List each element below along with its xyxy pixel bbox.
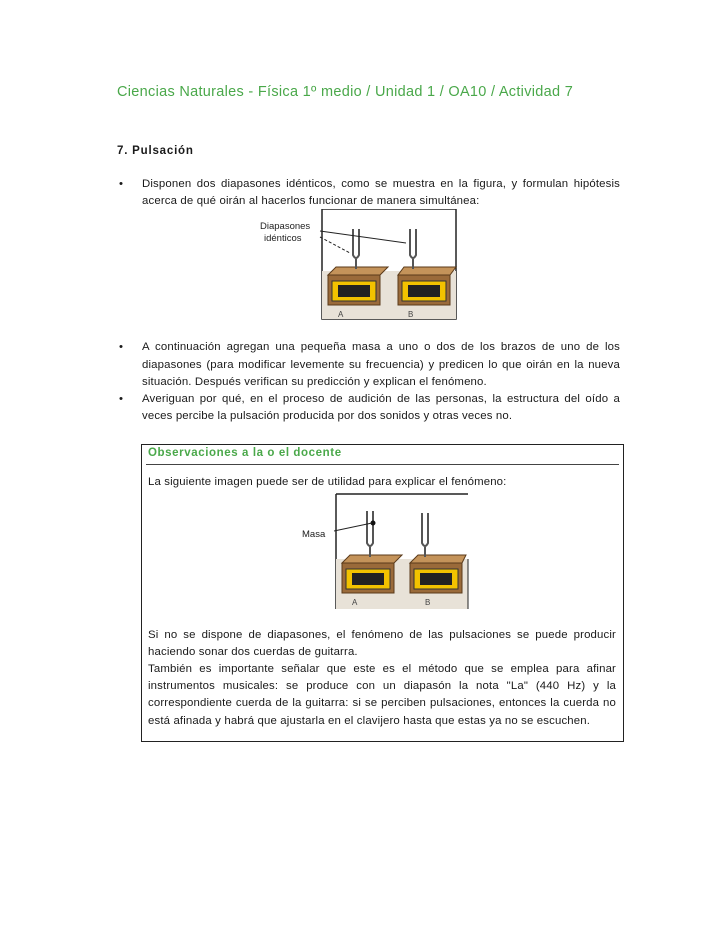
mass-label: Masa bbox=[302, 529, 326, 540]
bullet-text: Disponen dos diapasones idénticos, como se muestra en la figura, y formulan hipótesis acerca de qué oirán al hacerlos funcionar de manera simultánea: bbox=[142, 178, 620, 208]
teacher-observations-box bbox=[141, 444, 624, 742]
marker-b: B bbox=[408, 310, 414, 319]
observations-paragraph-2: También es importante señalar que este es el método que se emplea para afinar instrumentos musicales: se produce con un diapasón la nota "La" (440 Hz) y la correspondiente cuerda de la guitarra: si se perciben pulsaciones, entonces la cuerda no está afinada y habrá que ajustarla en el clavijero hasta que estas ya no se escuchen. bbox=[148, 663, 616, 727]
observations-divider bbox=[146, 464, 619, 465]
marker-b: B bbox=[425, 598, 431, 607]
observations-paragraph-1: Si no se dispone de diapasones, el fenómeno de las pulsaciones se puede producir haciendo sonar dos cuerdas de guitarra. bbox=[148, 629, 616, 659]
bullet-text: A continuación agregan una pequeña masa a uno o dos de los brazos de uno de los diapasones (para modificar levemente su frecuencia) y predicen lo que oirán en la nueva situación. Después verifican su predicción y explican el fenómeno. bbox=[142, 341, 620, 388]
marker-a: A bbox=[338, 310, 344, 319]
tuning-forks-with-mass-figure bbox=[300, 491, 470, 611]
observations-intro: La siguiente imagen puede ser de utilidad para explicar el fenómeno: bbox=[148, 476, 507, 488]
figure1-label-line1: Diapasones bbox=[260, 221, 311, 232]
observations-title: Observaciones a la o el docente bbox=[148, 447, 342, 459]
page-header: Ciencias Naturales - Física 1º medio / Unidad 1 / OA10 / Actividad 7 bbox=[117, 84, 574, 100]
bullet-text: Averiguan por qué, en el proceso de audición de las personas, la estructura del oído a veces percibe la pulsación producida por dos sonidos y otras veces no. bbox=[142, 393, 620, 423]
identical-tuning-forks-figure bbox=[258, 209, 458, 321]
bullet-item bbox=[117, 339, 620, 391]
bullet-icon: • bbox=[119, 178, 124, 190]
marker-a: A bbox=[352, 598, 358, 607]
bullet-icon: • bbox=[119, 341, 124, 354]
section-title: 7. Pulsación bbox=[117, 145, 194, 157]
bullet-item bbox=[117, 176, 620, 210]
bullet-item bbox=[117, 391, 620, 425]
bullet-icon: • bbox=[119, 393, 124, 406]
figure1-label-line2: idénticos bbox=[264, 233, 302, 244]
